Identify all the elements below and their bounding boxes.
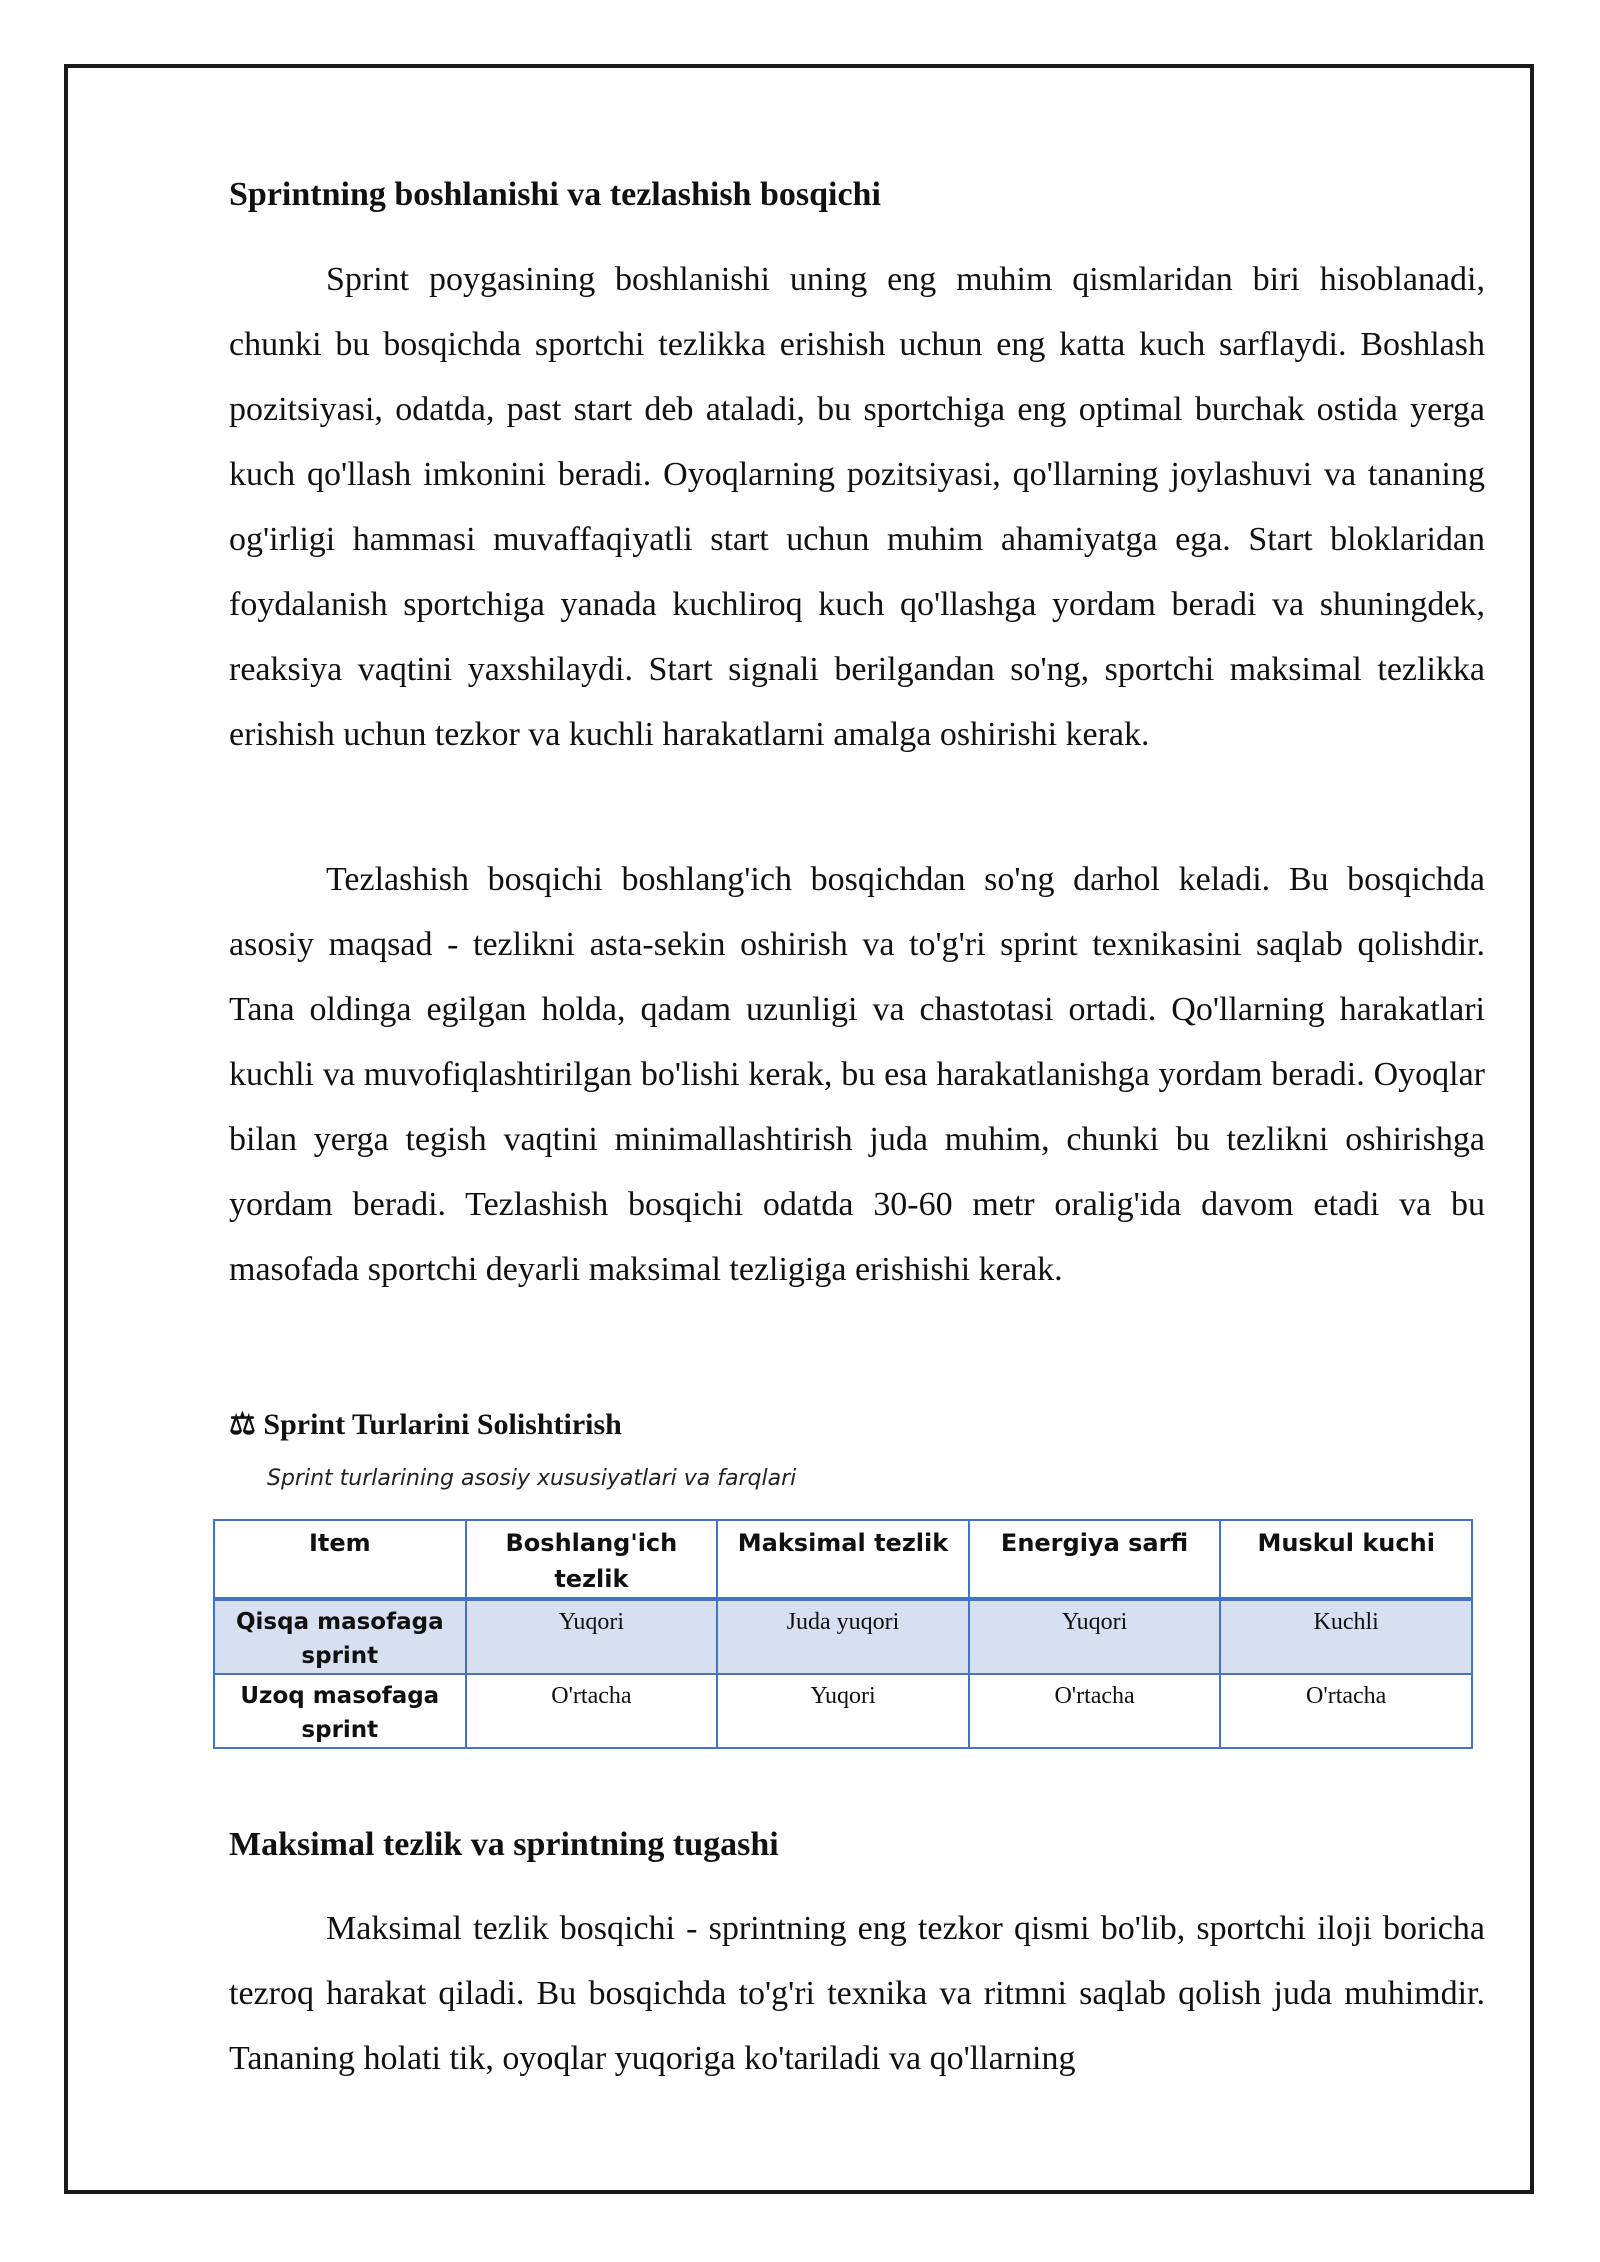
table-title-text: Sprint Turlarini Solishtirish	[263, 1408, 622, 1441]
table-subtitle: Sprint turlarining asosiy xususiyatlari va farqlari	[267, 1466, 797, 1491]
scales-icon: ⚖	[229, 1408, 256, 1441]
table-row	[214, 1599, 1472, 1674]
table-row-header: Uzoq masofaga sprint	[214, 1674, 466, 1748]
table-cell: Kuchli	[1220, 1599, 1472, 1674]
table-row-header: Qisqa masofaga sprint	[214, 1599, 466, 1674]
table-header-row	[214, 1520, 1472, 1599]
paragraph-acceleration-phase: Tezlashish bosqichi boshlang'ich bosqichdan so'ng darhol keladi. Bu bosqichda asosiy maqsad - tezlikni asta-sekin oshirish va to'g'ri sprint texnikasini saqlab qolishdir. Tana oldinga egilgan holda, qadam uzunligi va chastotasi ortadi. Qo'llarning harakatlari kuchli va muvofiqlashtirilgan bo'lishi kerak, bu esa harakatlanishga yordam beradi. Oyoqlar bilan yerga tegish vaqtini minimallashtirish juda muhim, chunki bu tezlikni oshirishga yordam beradi. Tezlashish bosqichi odatda 30-60 metr oralig'ida davom etadi va bu masofada sportchi deyarli maksimal tezligiga erishishi kerak.	[229, 861, 1485, 1288]
table-cell: O'rtacha	[466, 1674, 718, 1748]
table-header-cell: Muskul kuchi	[1220, 1520, 1472, 1599]
table-header-cell: Maksimal tezlik	[717, 1520, 969, 1599]
table-cell: Yuqori	[717, 1674, 969, 1748]
table-cell: O'rtacha	[1220, 1674, 1472, 1748]
table-header-cell: Item	[214, 1520, 466, 1599]
table-header-cell: Boshlang'ich tezlik	[466, 1520, 718, 1599]
table-row	[214, 1674, 1472, 1748]
paragraph-max-speed: Maksimal tezlik bosqichi - sprintning eng tezkor qismi bo'lib, sportchi iloji boricha tezroq harakat qiladi. Bu bosqichda to'g'ri texnika va ritmni saqlab qolish juda muhimdir. Tananing holati tik, oyoqlar yuqoriga ko'tariladi va qo'llarning	[229, 1910, 1485, 2077]
comparison-table	[213, 1519, 1473, 1749]
paragraph-start-phase: Sprint poygasining boshlanishi uning eng muhim qismlaridan biri hisoblanadi, chunki bu bosqichda sportchi tezlikka erishish uchun eng katta kuch sarflaydi. Boshlash pozitsiyasi, odatda, past start deb ataladi, bu sportchiga eng optimal burchak ostida yerga kuch qo'llash imkonini beradi. Oyoqlarning pozitsiyasi, qo'llarning joylashuvi va tananing og'irligi hammasi muvaffaqiyatli start uchun muhim ahamiyatga ega. Start bloklaridan foydalanish sportchiga yanada kuchliroq kuch qo'llashga yordam beradi va shuningdek, reaksiya vaqtini yaxshilaydi. Start signali berilgandan so'ng, sportchi maksimal tezlikka erishish uchun tezkor va kuchli harakatlarni amalga oshirishi kerak.	[229, 261, 1485, 753]
table-cell: Yuqori	[969, 1599, 1221, 1674]
table-cell: O'rtacha	[969, 1674, 1221, 1748]
table-cell: Yuqori	[466, 1599, 718, 1674]
table-header-cell: Energiya sarfi	[969, 1520, 1221, 1599]
table-cell: Juda yuqori	[717, 1599, 969, 1674]
section-heading-max-speed: Maksimal tezlik va sprintning tugashi	[229, 1826, 779, 1863]
section-heading-start: Sprintning boshlanishi va tezlashish bosqichi	[229, 176, 881, 213]
table-title	[229, 1407, 622, 1442]
